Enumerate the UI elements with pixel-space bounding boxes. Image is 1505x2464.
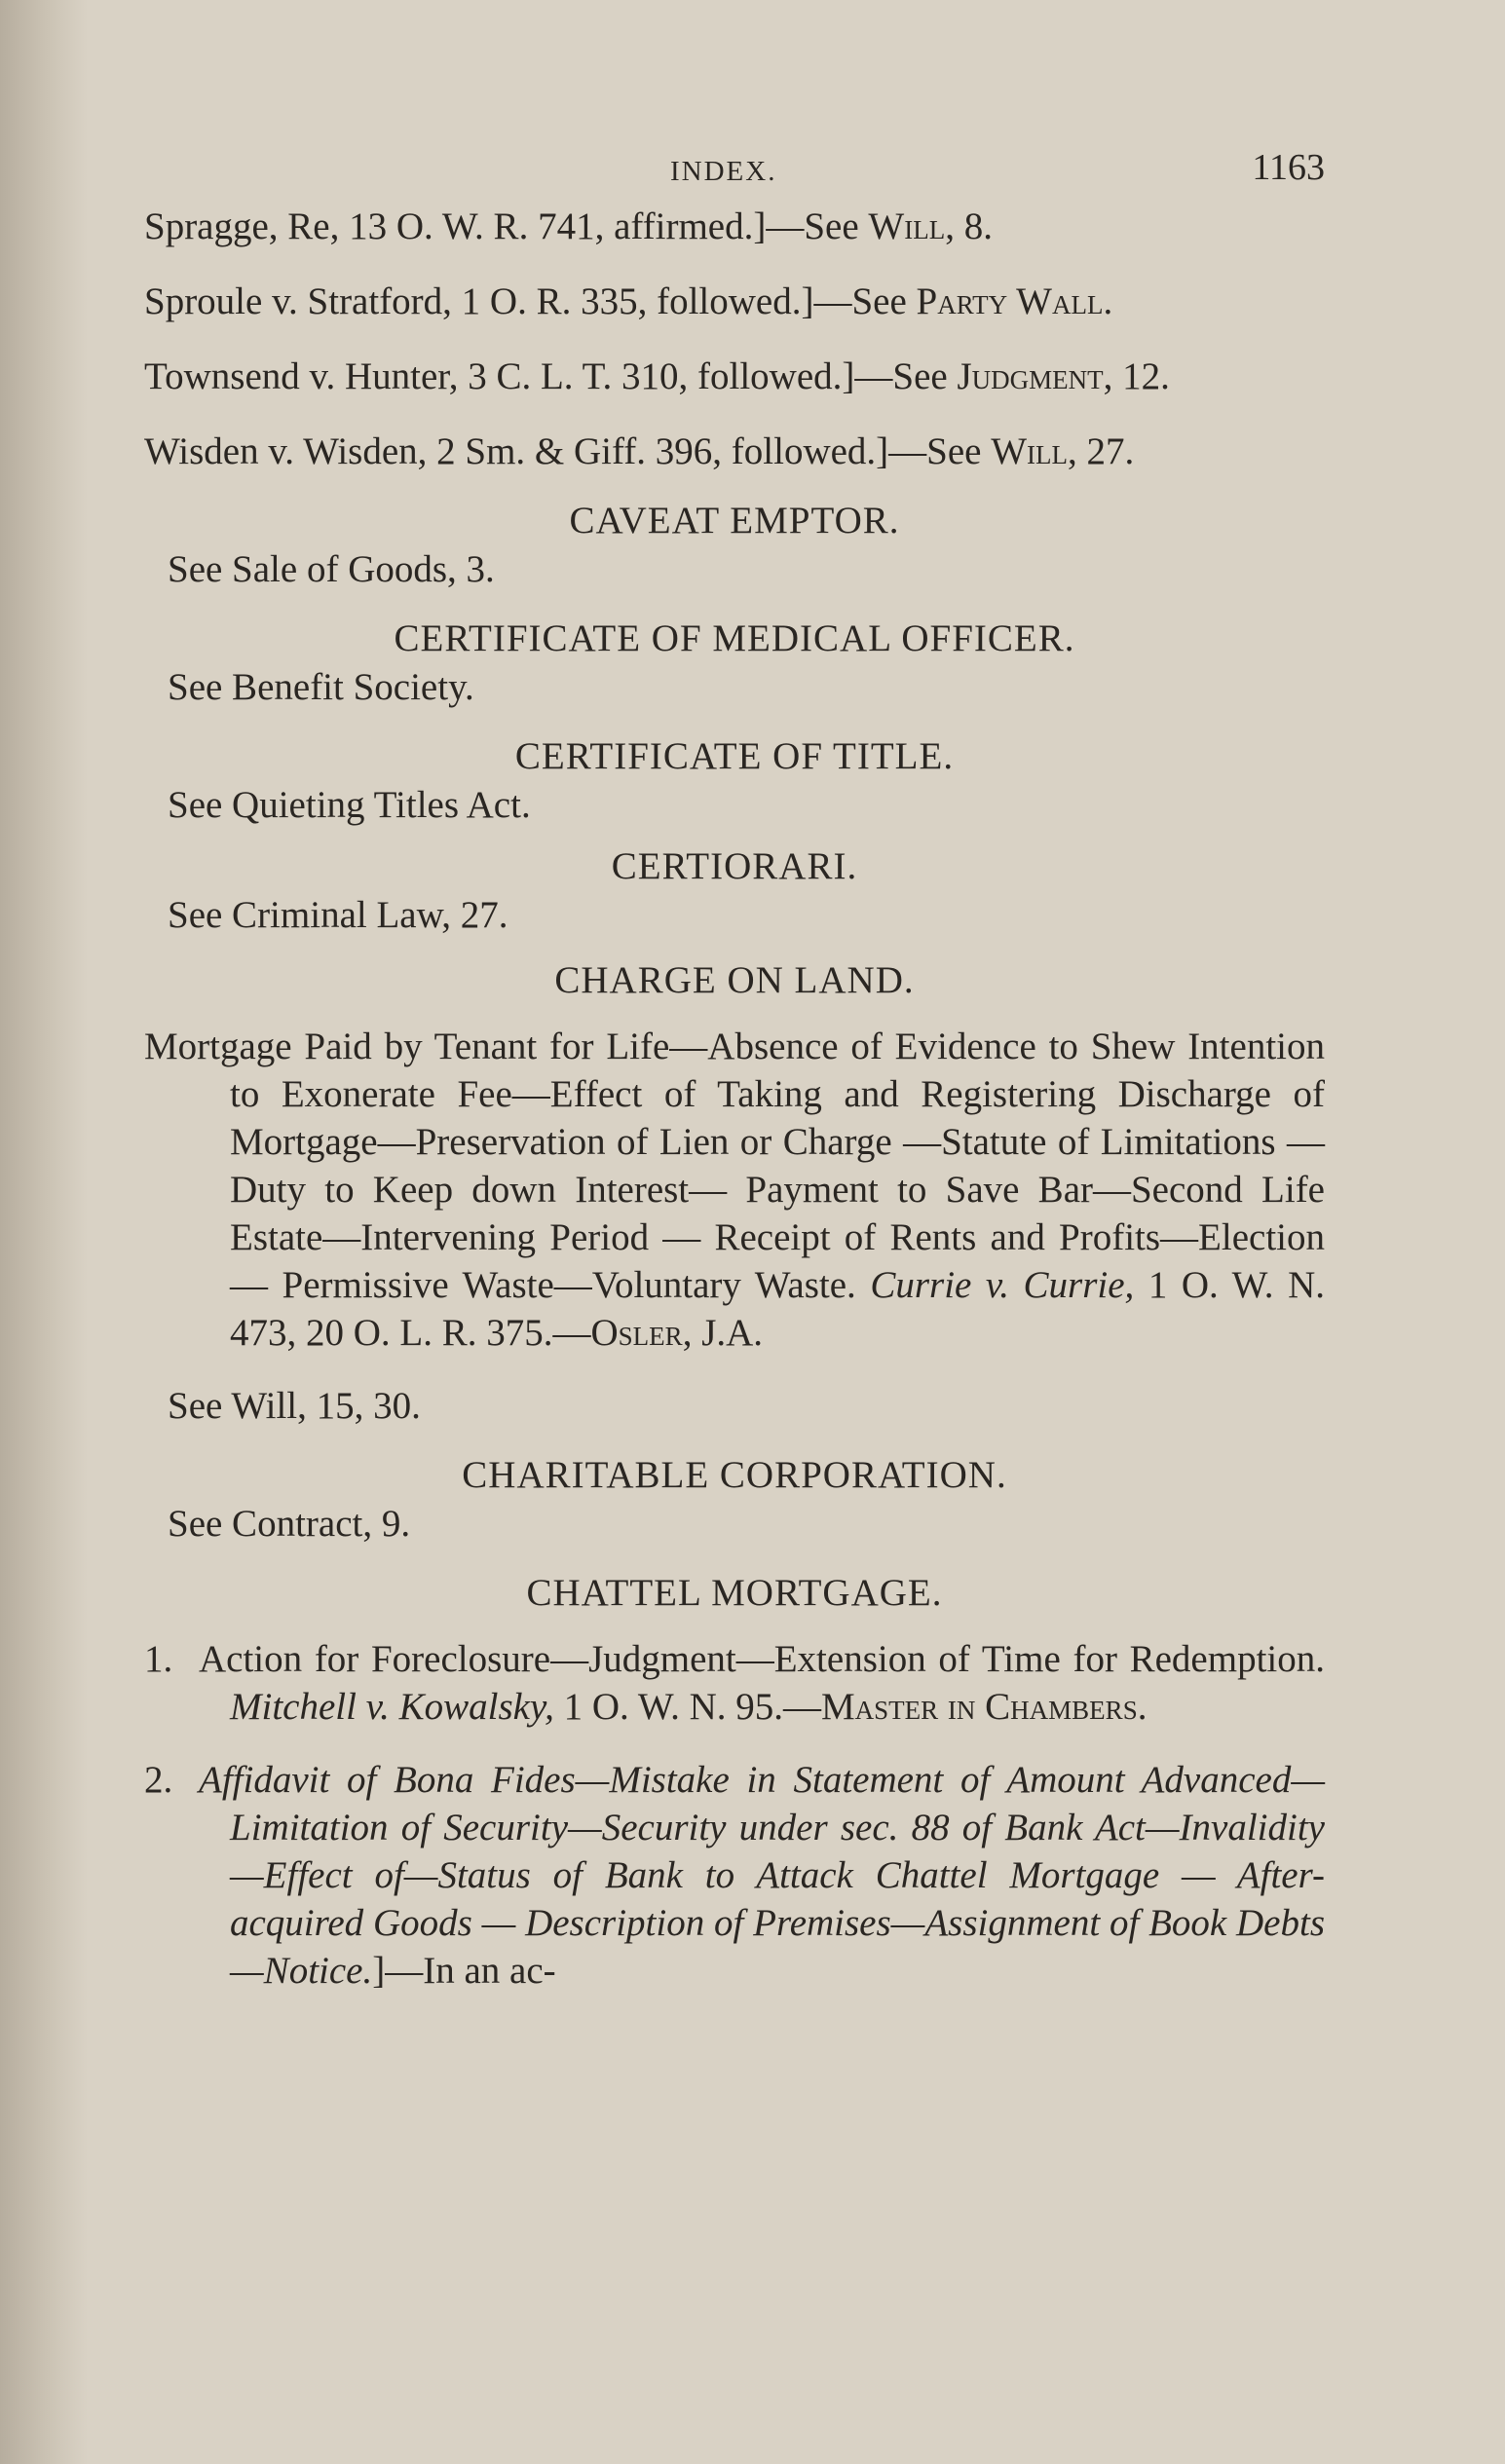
judge-name: Master in Chambers <box>820 1686 1138 1728</box>
judge-name: Osler <box>590 1312 683 1354</box>
cross-ref: Judgment <box>957 355 1104 397</box>
page-gutter-shadow <box>0 0 88 2464</box>
see-reference: See Will, 15, 30. <box>168 1385 421 1427</box>
see-reference: See Benefit Society. <box>168 666 474 708</box>
case-name: Mitchell v. Kowalsky, <box>230 1686 554 1728</box>
case-name: Currie v. Currie, <box>870 1264 1135 1306</box>
index-entry-sproule: Sproule v. Stratford, 1 O. R. 335, followed.]—See Party Wall. <box>144 280 1113 322</box>
see-reference: See Contract, 9. <box>168 1503 411 1545</box>
item-number: 2. <box>144 1759 173 1801</box>
cross-ref: Party Wall <box>916 280 1104 322</box>
section-heading-charitable-corporation: CHARITABLE CORPORATION. <box>462 1454 1007 1496</box>
section-heading-certificate-of-title: CERTIFICATE OF TITLE. <box>514 735 955 777</box>
cross-ref: Will <box>868 205 946 247</box>
running-head <box>144 136 1325 195</box>
section-heading-chattel-mortgage: CHATTEL MORTGAGE. <box>526 1572 943 1614</box>
page-number: 1163 <box>1252 147 1325 188</box>
cross-ref: Will <box>991 430 1069 472</box>
index-page <box>144 136 1325 1995</box>
chattel-mortgage-item-2: 2. Affidavit of Bona Fides—Mistake in Statement of Amount Advanced—Limitation of Security—Security under sec. 88 of Bank Act—Invalidity—Effect of—Status of Bank to Attack Chattel Mortgage — After-acquired Goods — Description of Premises—Assignment of Book Debts—Notice.]—In an ac- <box>144 1756 1325 1995</box>
chattel-mortgage-item-1: 1. Action for Foreclosure—Judgment—Extension of Time for Redemption. Mitchell v. Kowalsky, 1 O. W. N. 95.—Master in Chambers. <box>144 1635 1325 1731</box>
section-heading-certificate-medical-officer: CERTIFICATE OF MEDICAL OFFICER. <box>394 617 1075 659</box>
running-title: INDEX. <box>670 156 777 187</box>
section-heading-certiorari: CERTIORARI. <box>611 845 858 887</box>
section-heading-charge-on-land: CHARGE ON LAND. <box>554 959 915 1001</box>
index-entry-townsend: Townsend v. Hunter, 3 C. L. T. 310, followed.]—See Judgment, 12. <box>144 355 1170 397</box>
see-reference: See Quieting Titles Act. <box>168 784 531 826</box>
see-reference: See Sale of Goods, 3. <box>168 548 495 590</box>
item-number: 1. <box>144 1638 173 1680</box>
see-reference: See Criminal Law, 27. <box>168 894 508 936</box>
index-entry-spragge: Spragge, Re, 13 O. W. R. 741, affirmed.]—See Will, 8. <box>144 205 993 247</box>
charge-on-land-paragraph: Mortgage Paid by Tenant for Life—Absence of Evidence to Shew Intention to Exonerate Fee—Effect of Taking and Registering Discharge of Mortgage—Preservation of Lien or Charge —Statute of Limitations — Duty to Keep down Interest— Payment to Save Bar—Second Life Estate—Intervening Period — Receipt of Rents and Profits—Election — Permissive Waste—Voluntary Waste. Currie v. Currie, 1 O. W. N. 473, 20 O. L. R. 375.—Osler, J.A. <box>144 1026 1325 1354</box>
section-heading-caveat-emptor: CAVEAT EMPTOR. <box>569 500 900 541</box>
index-entry-wisden: Wisden v. Wisden, 2 Sm. & Giff. 396, followed.]—See Will, 27. <box>144 430 1135 472</box>
